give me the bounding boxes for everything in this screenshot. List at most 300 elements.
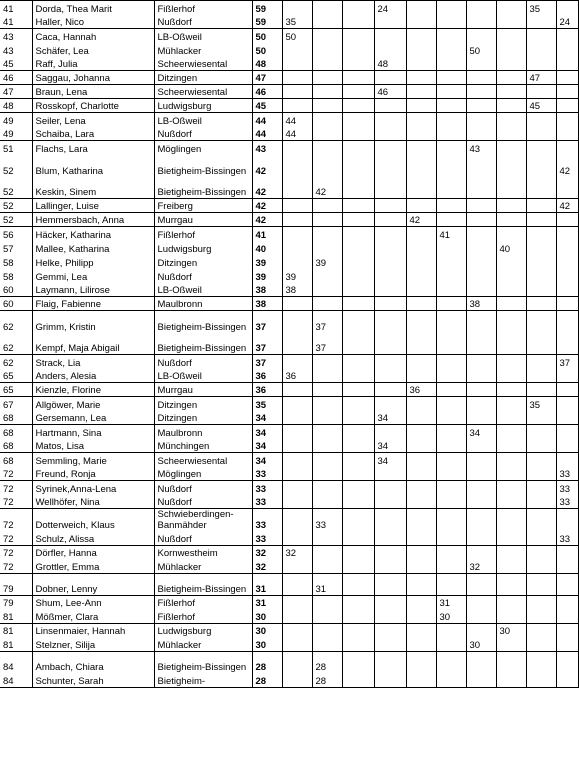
rank-cell: 41 (0, 15, 32, 29)
score-cell (312, 439, 342, 453)
score-cell (282, 177, 312, 199)
score-cell (312, 113, 342, 127)
score-cell (526, 29, 556, 43)
score-cell (406, 99, 436, 113)
score-cell (374, 29, 406, 43)
name-cell: Rosskopf, Charlotte (32, 99, 154, 113)
score-cell (496, 531, 526, 545)
score-cell (342, 573, 374, 595)
score-cell (312, 71, 342, 85)
score-cell (406, 411, 436, 425)
score-cell (556, 453, 578, 467)
score-cell (406, 227, 436, 241)
score-cell (342, 623, 374, 637)
score-cell: 35 (526, 1, 556, 15)
rank-cell: 72 (0, 545, 32, 559)
score-cell (282, 85, 312, 99)
score-cell (466, 57, 496, 71)
table-row (0, 595, 578, 609)
score-cell: 36 (282, 369, 312, 383)
score-cell (406, 425, 436, 439)
score-cell: 28 (312, 673, 342, 687)
score-cell (406, 673, 436, 687)
rank-cell: 52 (0, 199, 32, 213)
rank-cell: 47 (0, 85, 32, 99)
score-cell (496, 545, 526, 559)
score-cell (406, 637, 436, 651)
total-points-cell: 41 (252, 227, 282, 241)
rank-cell: 79 (0, 595, 32, 609)
club-cell: Nußdorf (154, 15, 252, 29)
score-cell (436, 545, 466, 559)
table-row (0, 99, 578, 113)
score-cell (526, 241, 556, 255)
total-points-cell: 36 (252, 369, 282, 383)
score-cell (312, 57, 342, 71)
club-cell: Nußdorf (154, 127, 252, 141)
score-cell (374, 573, 406, 595)
rank-cell: 65 (0, 369, 32, 383)
club-cell: Scheerwiesental (154, 453, 252, 467)
score-cell (496, 227, 526, 241)
score-cell (526, 355, 556, 369)
total-points-cell: 38 (252, 283, 282, 297)
score-cell (282, 559, 312, 573)
score-cell (406, 481, 436, 495)
score-cell (374, 383, 406, 397)
score-cell (374, 623, 406, 637)
score-cell (342, 1, 374, 15)
score-cell (374, 637, 406, 651)
score-cell: 38 (282, 283, 312, 297)
score-cell (342, 213, 374, 227)
score-cell (282, 383, 312, 397)
score-cell (282, 411, 312, 425)
club-cell: Murrgau (154, 383, 252, 397)
score-cell (342, 481, 374, 495)
score-cell: 32 (466, 559, 496, 573)
score-cell (342, 241, 374, 255)
name-cell: Caca, Hannah (32, 29, 154, 43)
club-cell: LB-Oßweil (154, 113, 252, 127)
score-cell (526, 333, 556, 355)
table-row (0, 57, 578, 71)
score-cell (526, 439, 556, 453)
name-cell: Lallinger, Luise (32, 199, 154, 213)
total-points-cell: 39 (252, 269, 282, 283)
score-cell (374, 213, 406, 227)
score-cell (342, 651, 374, 673)
name-cell: Freund, Ronja (32, 467, 154, 481)
club-cell: Nußdorf (154, 355, 252, 369)
score-cell (374, 369, 406, 383)
score-cell (496, 57, 526, 71)
score-cell (312, 623, 342, 637)
score-cell (556, 99, 578, 113)
score-cell (406, 545, 436, 559)
score-cell (342, 495, 374, 509)
score-cell (312, 383, 342, 397)
score-cell: 33 (556, 467, 578, 481)
score-cell (556, 1, 578, 15)
score-cell (342, 99, 374, 113)
score-cell: 42 (406, 213, 436, 227)
rank-cell: 48 (0, 99, 32, 113)
score-cell (374, 297, 406, 311)
score-cell (466, 383, 496, 397)
score-cell (496, 397, 526, 411)
score-cell (342, 425, 374, 439)
score-cell (342, 199, 374, 213)
score-cell (406, 453, 436, 467)
score-cell (282, 623, 312, 637)
score-cell (282, 425, 312, 439)
score-cell (496, 199, 526, 213)
score-cell (496, 467, 526, 481)
table-row (0, 113, 578, 127)
rank-cell: 52 (0, 155, 32, 177)
score-cell (466, 283, 496, 297)
score-cell (466, 397, 496, 411)
score-cell (556, 269, 578, 283)
score-cell (342, 559, 374, 573)
table-row (0, 369, 578, 383)
score-cell (342, 545, 374, 559)
name-cell: Schulz, Alissa (32, 531, 154, 545)
rank-cell: 49 (0, 113, 32, 127)
score-cell (436, 255, 466, 269)
score-cell: 42 (556, 199, 578, 213)
rank-cell: 51 (0, 141, 32, 155)
rank-cell: 72 (0, 559, 32, 573)
rank-cell: 72 (0, 467, 32, 481)
score-cell (526, 269, 556, 283)
total-points-cell: 34 (252, 453, 282, 467)
score-cell (466, 99, 496, 113)
score-cell (556, 369, 578, 383)
rank-cell: 56 (0, 227, 32, 241)
score-cell (496, 283, 526, 297)
rank-cell: 84 (0, 673, 32, 687)
table-row (0, 637, 578, 651)
rank-cell: 79 (0, 573, 32, 595)
total-points-cell: 42 (252, 177, 282, 199)
score-cell (526, 127, 556, 141)
score-cell (436, 57, 466, 71)
name-cell: Blum, Katharina (32, 155, 154, 177)
rank-cell: 84 (0, 651, 32, 673)
score-cell (406, 531, 436, 545)
score-cell (496, 177, 526, 199)
score-cell (526, 637, 556, 651)
total-points-cell: 46 (252, 85, 282, 99)
score-cell (466, 177, 496, 199)
total-points-cell: 38 (252, 297, 282, 311)
score-cell (282, 227, 312, 241)
total-points-cell: 34 (252, 411, 282, 425)
score-cell (342, 43, 374, 57)
table-row (0, 29, 578, 43)
score-cell (374, 467, 406, 481)
score-cell (526, 609, 556, 623)
total-points-cell: 30 (252, 637, 282, 651)
score-cell (374, 141, 406, 155)
score-cell (466, 439, 496, 453)
score-cell (556, 241, 578, 255)
table-row (0, 283, 578, 297)
score-cell (436, 311, 466, 333)
score-cell (342, 85, 374, 99)
rank-cell: 43 (0, 29, 32, 43)
score-cell (406, 113, 436, 127)
name-cell: Keskin, Sinem (32, 177, 154, 199)
table-row (0, 545, 578, 559)
score-cell (496, 155, 526, 177)
score-cell (374, 283, 406, 297)
club-cell: Kornwestheim (154, 545, 252, 559)
score-cell (312, 411, 342, 425)
score-cell (406, 333, 436, 355)
total-points-cell: 33 (252, 509, 282, 532)
score-cell (312, 425, 342, 439)
score-cell (466, 481, 496, 495)
score-cell (436, 651, 466, 673)
total-points-cell: 36 (252, 383, 282, 397)
rank-cell: 60 (0, 297, 32, 311)
score-cell (496, 495, 526, 509)
score-cell (436, 509, 466, 532)
score-cell (436, 411, 466, 425)
club-cell: Bietigheim-Bissingen (154, 333, 252, 355)
score-cell: 24 (374, 1, 406, 15)
score-cell (556, 425, 578, 439)
score-cell (526, 411, 556, 425)
table-row (0, 609, 578, 623)
score-cell (342, 15, 374, 29)
total-points-cell: 28 (252, 673, 282, 687)
club-cell: Schwieberdingen-Banmähder (154, 509, 252, 532)
score-cell (526, 141, 556, 155)
name-cell: Matos, Lisa (32, 439, 154, 453)
score-cell: 35 (526, 397, 556, 411)
rank-cell: 58 (0, 269, 32, 283)
score-cell (436, 531, 466, 545)
score-cell (374, 15, 406, 29)
score-cell (466, 15, 496, 29)
name-cell: Seiler, Lena (32, 113, 154, 127)
score-cell (342, 311, 374, 333)
score-cell (374, 481, 406, 495)
rank-cell: 49 (0, 127, 32, 141)
club-cell: Nußdorf (154, 531, 252, 545)
score-cell (406, 283, 436, 297)
table-row (0, 297, 578, 311)
score-cell (374, 43, 406, 57)
score-cell (436, 15, 466, 29)
table-row (0, 199, 578, 213)
club-cell: LB-Oßweil (154, 29, 252, 43)
score-cell (374, 545, 406, 559)
score-cell (406, 623, 436, 637)
name-cell: Schunter, Sarah (32, 673, 154, 687)
total-points-cell: 50 (252, 29, 282, 43)
score-cell (526, 297, 556, 311)
score-cell (496, 355, 526, 369)
table-row (0, 623, 578, 637)
rank-cell: 45 (0, 57, 32, 71)
table-row (0, 467, 578, 481)
score-cell (342, 397, 374, 411)
club-cell: Ditzingen (154, 71, 252, 85)
score-cell (436, 481, 466, 495)
table-row (0, 651, 578, 673)
score-cell (406, 609, 436, 623)
table-row (0, 481, 578, 495)
score-cell (282, 673, 312, 687)
total-points-cell: 42 (252, 213, 282, 227)
score-cell: 30 (436, 609, 466, 623)
score-cell (312, 141, 342, 155)
name-cell: Shum, Lee-Ann (32, 595, 154, 609)
score-cell (312, 99, 342, 113)
score-cell (342, 609, 374, 623)
score-cell (342, 155, 374, 177)
score-cell (526, 311, 556, 333)
score-cell (436, 113, 466, 127)
score-cell (466, 369, 496, 383)
score-cell (406, 369, 436, 383)
score-cell (496, 411, 526, 425)
score-cell (466, 453, 496, 467)
score-cell (556, 545, 578, 559)
score-cell (342, 383, 374, 397)
score-cell (436, 177, 466, 199)
total-points-cell: 35 (252, 397, 282, 411)
total-points-cell: 45 (252, 99, 282, 113)
score-cell (406, 199, 436, 213)
score-cell (312, 637, 342, 651)
total-points-cell: 37 (252, 333, 282, 355)
name-cell: Dörfler, Hanna (32, 545, 154, 559)
rank-cell: 41 (0, 1, 32, 15)
name-cell: Häcker, Katharina (32, 227, 154, 241)
score-cell (282, 241, 312, 255)
name-cell: Helke, Philipp (32, 255, 154, 269)
total-points-cell: 33 (252, 531, 282, 545)
score-cell (526, 481, 556, 495)
score-cell: 35 (282, 15, 312, 29)
score-cell: 33 (556, 495, 578, 509)
table-row (0, 85, 578, 99)
score-cell (496, 383, 526, 397)
score-cell (466, 355, 496, 369)
score-cell: 31 (312, 573, 342, 595)
score-cell (556, 623, 578, 637)
score-cell: 24 (556, 15, 578, 29)
score-cell (406, 495, 436, 509)
total-points-cell: 47 (252, 71, 282, 85)
score-cell (496, 333, 526, 355)
score-cell: 34 (374, 453, 406, 467)
table-row (0, 355, 578, 369)
score-cell (436, 199, 466, 213)
score-cell (496, 29, 526, 43)
score-cell (282, 481, 312, 495)
score-cell (312, 467, 342, 481)
rank-cell: 81 (0, 637, 32, 651)
score-cell (466, 609, 496, 623)
name-cell: Syrinek,Anna-Lena (32, 481, 154, 495)
total-points-cell: 59 (252, 1, 282, 15)
score-cell (526, 453, 556, 467)
score-cell (526, 213, 556, 227)
club-cell: Freiberg (154, 199, 252, 213)
score-cell (466, 255, 496, 269)
club-cell: LB-Oßweil (154, 283, 252, 297)
score-cell: 45 (526, 99, 556, 113)
score-cell (526, 573, 556, 595)
rank-cell: 52 (0, 213, 32, 227)
score-cell: 30 (466, 637, 496, 651)
score-cell (406, 177, 436, 199)
score-cell (282, 495, 312, 509)
total-points-cell: 34 (252, 439, 282, 453)
rank-cell: 62 (0, 311, 32, 333)
score-cell (374, 509, 406, 532)
club-cell: Maulbronn (154, 425, 252, 439)
score-cell (406, 1, 436, 15)
score-cell (526, 383, 556, 397)
score-cell (556, 673, 578, 687)
club-cell: Fißlerhof (154, 1, 252, 15)
table-row (0, 269, 578, 283)
score-cell: 34 (466, 425, 496, 439)
score-cell (436, 425, 466, 439)
table-row (0, 411, 578, 425)
score-cell (556, 509, 578, 532)
score-cell (312, 29, 342, 43)
score-cell (526, 283, 556, 297)
score-cell (526, 43, 556, 57)
name-cell: Hartmann, Sina (32, 425, 154, 439)
name-cell: Grottler, Emma (32, 559, 154, 573)
club-cell: Bietigheim-Bissingen (154, 651, 252, 673)
score-cell (496, 369, 526, 383)
score-cell (436, 127, 466, 141)
score-cell (374, 355, 406, 369)
rank-cell: 81 (0, 609, 32, 623)
score-cell: 44 (282, 127, 312, 141)
total-points-cell: 32 (252, 545, 282, 559)
score-cell: 39 (312, 255, 342, 269)
club-cell: Bietigheim-Bissingen (154, 177, 252, 199)
name-cell: Gemmi, Lea (32, 269, 154, 283)
name-cell: Raff, Julia (32, 57, 154, 71)
score-cell (282, 213, 312, 227)
score-cell (496, 651, 526, 673)
score-cell (496, 99, 526, 113)
table-row (0, 127, 578, 141)
score-cell (496, 595, 526, 609)
score-cell (406, 559, 436, 573)
rank-cell: 72 (0, 509, 32, 532)
table-row (0, 1, 578, 15)
score-cell: 37 (312, 333, 342, 355)
score-cell (496, 637, 526, 651)
score-cell (556, 29, 578, 43)
total-points-cell: 33 (252, 495, 282, 509)
score-cell: 48 (374, 57, 406, 71)
